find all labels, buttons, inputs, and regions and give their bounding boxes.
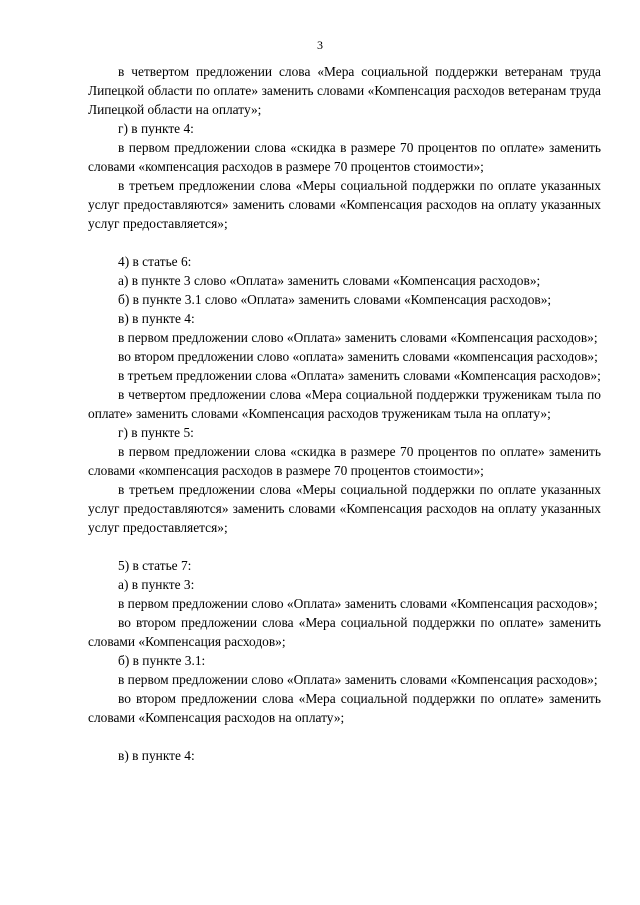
paragraph: г) в пункте 4: xyxy=(118,121,194,136)
paragraph: в первом предложении слова «скидка в размере 70 процентов по оплате» заменить словами «компенсация расходов в размере 70 процентов стоимости»; xyxy=(88,140,601,174)
paragraph: во втором предложении слова «Мера социальной поддержки по оплате» заменить словами «Компенсация расходов»; xyxy=(88,615,601,649)
page-number: 3 xyxy=(317,38,323,52)
paragraph: в третьем предложении слова «Меры социальной поддержки по оплате указанных услуг предоставляются» заменить словами «Компенсация расходов на оплату указанных услуг предоставляется»; xyxy=(88,482,601,535)
paragraph: в третьем предложении слова «Оплата» заменить словами «Компенсация расходов»; xyxy=(118,368,601,383)
paragraph: в) в пункте 4: xyxy=(118,311,195,326)
paragraph: в первом предложении слово «Оплата» заменить словами «Компенсация расходов»; xyxy=(118,596,598,611)
paragraph: в первом предложении слова «скидка в размере 70 процентов по оплате» заменить словами «компенсация расходов в размере 70 процентов стоимости»; xyxy=(88,444,601,478)
paragraph: а) в пункте 3: xyxy=(118,577,195,592)
paragraph: г) в пункте 5: xyxy=(118,425,194,440)
paragraph: 5) в статье 7: xyxy=(118,558,192,573)
paragraph: во втором предложении слова «Мера социальной поддержки по оплате» заменить словами «Компенсация расходов на оплату»; xyxy=(88,691,601,725)
paragraph: в первом предложении слово «Оплата» заменить словами «Компенсация расходов»; xyxy=(118,672,598,687)
document-body xyxy=(88,62,601,765)
paragraph: в) в пункте 4: xyxy=(118,748,195,763)
paragraph: а) в пункте 3 слово «Оплата» заменить словами «Компенсация расходов»; xyxy=(118,273,541,288)
paragraph: в четвертом предложении слова «Мера социальной поддержки труженикам тыла по оплате» заменить словами «Компенсация расходов труженикам тыла на оплату»; xyxy=(88,387,601,421)
paragraph: во втором предложении слово «оплата» заменить словами «компенсация расходов»; xyxy=(118,349,598,364)
paragraph: в первом предложении слово «Оплата» заменить словами «Компенсация расходов»; xyxy=(118,330,598,345)
paragraph: б) в пункте 3.1: xyxy=(118,653,206,668)
paragraph: 4) в статье 6: xyxy=(118,254,192,269)
paragraph: в третьем предложении слова «Меры социальной поддержки по оплате указанных услуг предоставляются» заменить словами «Компенсация расходов на оплату указанных услуг предоставляется»; xyxy=(88,178,601,231)
paragraph: б) в пункте 3.1 слово «Оплата» заменить словами «Компенсация расходов»; xyxy=(118,292,552,307)
paragraph: в четвертом предложении слова «Мера социальной поддержки ветеранам труда Липецкой области по оплате» заменить словами «Компенсация расходов ветеранам труда Липецкой области на оплату»; xyxy=(88,64,601,117)
